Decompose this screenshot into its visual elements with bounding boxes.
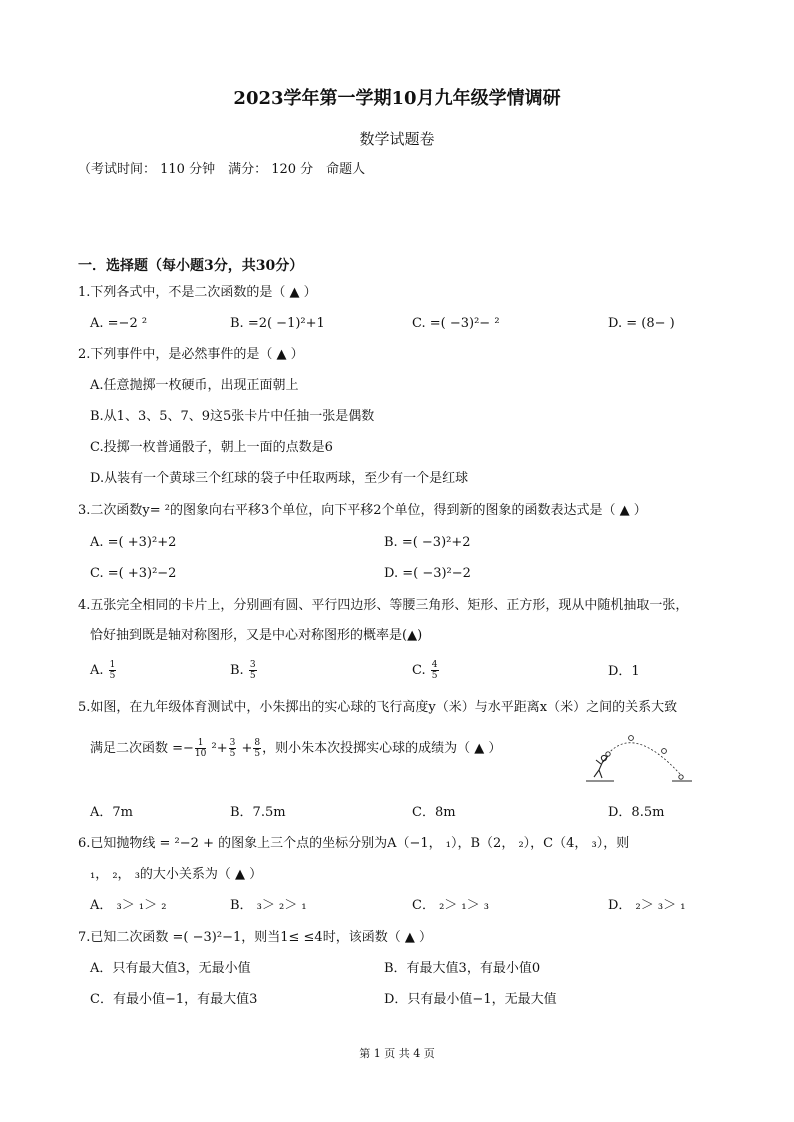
q5-fraction-2 [229, 738, 237, 759]
q1-option-b: B. =2( −1)²+1 [230, 316, 325, 331]
question-4-stem-line1: 4.五张完全相同的卡片上，分别画有圆、平行四边形、等腰三角形、矩形、正方形，现从中随机抽取一张， [78, 598, 689, 613]
q1-option-c: C. =( −3)²− ² [412, 316, 500, 331]
q5-option-d: D．8.5m [608, 805, 665, 820]
q4-option-c-fraction [431, 660, 439, 681]
q1-option-d: D. = (8− ) [608, 316, 675, 331]
q7-option-d: D．只有最小值−1，无最大值 [384, 992, 557, 1007]
fraction-numerator: 3 [249, 660, 256, 670]
q5-stem-part-a: 满足二次函数 =− [90, 741, 194, 756]
fraction-numerator: 4 [431, 660, 438, 670]
fraction-numerator: 1 [109, 660, 116, 670]
athlete-figure [594, 755, 608, 778]
ball-mid [662, 749, 667, 754]
q2-option-c: C.投掷一枚普通骰子，朝上一面的点数是6 [90, 440, 333, 455]
ball-trajectory [608, 743, 680, 774]
page-footer: 第 1 页 共 4 页 [359, 1047, 435, 1060]
fraction-denominator: 5 [254, 749, 261, 759]
q4-option-c [412, 660, 440, 681]
ball-landing [679, 775, 683, 779]
page-subtitle: 数学试题卷 [359, 130, 435, 148]
q5-option-a: A．7m [90, 805, 133, 820]
q4-option-d: D．1 [608, 664, 640, 679]
q4-option-b-label: B. [230, 663, 244, 678]
fraction-numerator: 3 [229, 738, 236, 748]
fraction-denominator: 5 [249, 671, 256, 681]
fraction-numerator: 1 [195, 738, 206, 749]
section-heading: 一．选择题（每小题3分，共30分） [78, 258, 304, 274]
q4-option-b [230, 660, 258, 681]
question-3-stem: 3.二次函数y= ²的图象向右平移3个单位，向下平移2个单位，得到新的图象的函数表达式是（ ▲ ） [78, 503, 647, 518]
question-5-stem-line1: 5.如图，在九年级体育测试中，小朱掷出的实心球的飞行高度y（米）与水平距离x（米）之间的关系大致 [78, 700, 678, 715]
q4-option-a [90, 660, 117, 681]
fraction-numerator: 8 [254, 738, 261, 748]
fraction-denominator: 5 [229, 749, 236, 759]
q2-option-b: B.从1、3、5、7、9这5张卡片中任抽一张是偶数 [90, 409, 375, 424]
q5-fraction-1 [195, 738, 206, 759]
ball-start [606, 752, 610, 756]
q7-option-a: A．只有最大值3，无最小值 [90, 961, 251, 976]
q1-option-a: A. =−2 ² [90, 316, 148, 331]
q3-option-a: A. =( +3)²+2 [90, 535, 177, 550]
fraction-denominator: 10 [194, 749, 207, 759]
ball-top [629, 736, 634, 741]
q4-option-a-label: A. [90, 663, 104, 678]
q2-option-a: A.任意抛掷一枚硬币，出现正面朝上 [90, 378, 299, 393]
question-4-stem-line2: 恰好抽到既是轴对称图形，又是中心对称图形的概率是(▲) [90, 628, 423, 643]
q7-option-b: B．有最大值3，有最小值0 [384, 961, 541, 976]
q6-option-a: A． ₃＞ ₁＞ ₂ [90, 898, 167, 913]
q7-option-c: C．有最小值−1，有最大值3 [90, 992, 258, 1007]
q3-option-c: C. =( +3)²−2 [90, 566, 177, 581]
shot-put-illustration [584, 730, 696, 788]
fraction-denominator: 5 [109, 671, 116, 681]
question-2-stem: 2.下列事件中，是必然事件的是（ ▲ ） [78, 347, 304, 362]
fraction-denominator: 5 [431, 671, 438, 681]
q4-option-a-fraction [109, 660, 117, 681]
page-title: 2023学年第一学期10月九年级学情调研 [233, 88, 561, 109]
q5-stem-part-c: + [237, 741, 253, 756]
q2-option-d: D.从装有一个黄球三个红球的袋子中任取两球，至少有一个是红球 [90, 471, 469, 486]
q6-option-b: B． ₃＞ ₂＞ ₁ [230, 898, 307, 913]
q4-option-b-fraction [249, 660, 257, 681]
q5-fraction-3 [253, 738, 261, 759]
question-1-stem: 1.下列各式中，不是二次函数的是（ ▲ ） [78, 285, 317, 300]
q4-option-c-label: C. [412, 663, 426, 678]
question-6-stem-line2: ₁， ₂， ₃的大小关系为（ ▲ ） [90, 867, 263, 882]
q6-option-d: D． ₂＞ ₃＞ ₁ [608, 898, 686, 913]
q3-option-d: D. =( −3)²−2 [384, 566, 471, 581]
q6-option-c: C． ₂＞ ₁＞ ₃ [412, 898, 489, 913]
exam-info: （考试时间： 110 分钟 满分： 120 分 命题人 [78, 162, 366, 177]
q5-option-b: B．7.5m [230, 805, 286, 820]
question-5-stem-line2 [90, 738, 501, 759]
q3-option-b: B. =( −3)²+2 [384, 535, 471, 550]
question-7-stem: 7.已知二次函数 =( −3)²−1，则当1≤ ≤4时，该函数（ ▲ ） [78, 930, 432, 945]
q5-option-c: C．8m [412, 805, 456, 820]
question-6-stem-line1: 6.已知抛物线 = ²−2 + 的图象上三个点的坐标分别为A（−1， ₁），B（2， ₂），C（4， ₃），则 [78, 836, 630, 851]
q5-stem-part-b: ²+ [207, 741, 228, 756]
q5-stem-part-d: ，则小朱本次投掷实心球的成绩为（ ▲ ） [262, 741, 502, 756]
